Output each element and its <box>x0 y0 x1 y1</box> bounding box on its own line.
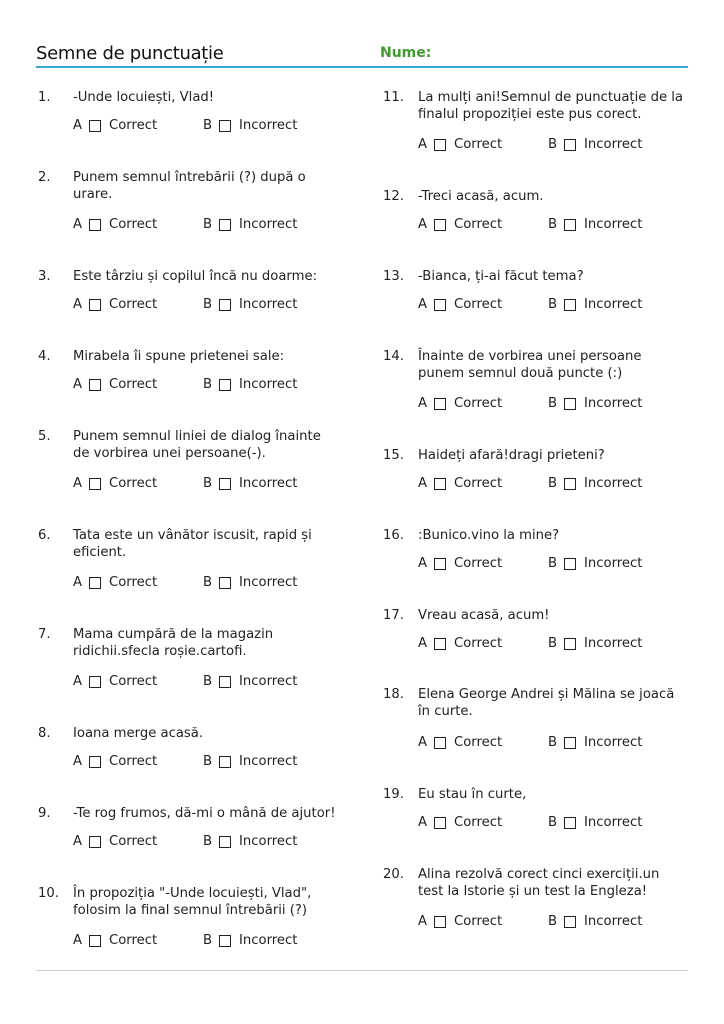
question-number: 1. <box>38 90 51 105</box>
question-text: Ioana merge acasă. <box>73 726 204 741</box>
checkbox-correct[interactable] <box>434 916 446 928</box>
option-incorrect[interactable] <box>203 377 297 392</box>
option-correct[interactable] <box>418 815 502 830</box>
option-label: Correct <box>454 476 503 491</box>
worksheet-header <box>36 40 688 68</box>
option-label: Incorrect <box>239 476 298 491</box>
checkbox-correct[interactable] <box>434 478 446 490</box>
option-letter: A <box>418 636 428 651</box>
option-incorrect[interactable] <box>548 556 642 571</box>
option-letter: B <box>203 674 213 689</box>
option-correct[interactable] <box>73 377 157 392</box>
checkbox-correct[interactable] <box>89 219 101 231</box>
option-letter: A <box>418 914 428 929</box>
option-letter: B <box>203 575 213 590</box>
question-number: 15. <box>383 448 404 463</box>
checkbox-correct[interactable] <box>434 558 446 570</box>
option-incorrect[interactable] <box>203 933 297 948</box>
checkbox-correct[interactable] <box>434 398 446 410</box>
option-correct[interactable] <box>418 636 502 651</box>
question-number: 5. <box>38 429 51 444</box>
option-label: Correct <box>454 297 503 312</box>
option-letter: B <box>203 217 213 232</box>
question-number: 12. <box>383 189 404 204</box>
option-letter: A <box>418 476 428 491</box>
option-incorrect[interactable] <box>203 834 297 849</box>
option-incorrect[interactable] <box>548 217 642 232</box>
question-text: -Treci acasă, acum. <box>418 189 544 204</box>
option-correct[interactable] <box>73 297 157 312</box>
option-label: Incorrect <box>584 297 643 312</box>
answer-options <box>418 735 678 755</box>
option-label: Incorrect <box>239 674 298 689</box>
question-text: Tata este un vânător iscusit, rapid și eficient. <box>73 528 312 560</box>
option-label: Incorrect <box>239 217 298 232</box>
checkbox-correct[interactable] <box>89 299 101 311</box>
checkbox-incorrect[interactable] <box>219 379 231 391</box>
question-number: 13. <box>383 269 404 284</box>
option-label: Correct <box>109 476 158 491</box>
answer-options <box>73 674 333 694</box>
answer-options <box>73 575 333 595</box>
checkbox-incorrect[interactable] <box>219 676 231 688</box>
option-correct[interactable] <box>73 476 157 491</box>
answer-options <box>73 476 333 496</box>
option-label: Correct <box>454 735 503 750</box>
checkbox-incorrect[interactable] <box>564 817 576 829</box>
option-letter: B <box>203 754 213 769</box>
question-number: 9. <box>38 806 51 821</box>
question-text: Vreau acasă, acum! <box>418 608 550 623</box>
option-letter: A <box>73 754 83 769</box>
option-label: Correct <box>109 674 158 689</box>
option-letter: B <box>203 118 213 133</box>
checkbox-correct[interactable] <box>434 638 446 650</box>
option-correct[interactable] <box>73 118 157 133</box>
checkbox-incorrect[interactable] <box>564 139 576 151</box>
checkbox-incorrect[interactable] <box>564 916 576 928</box>
option-incorrect[interactable] <box>548 815 642 830</box>
checkbox-incorrect[interactable] <box>564 558 576 570</box>
checkbox-incorrect[interactable] <box>564 737 576 749</box>
answer-options <box>73 377 333 397</box>
option-letter: A <box>418 815 428 830</box>
question-number: 10. <box>38 886 59 901</box>
option-label: Correct <box>109 297 158 312</box>
option-label: Correct <box>109 118 158 133</box>
checkbox-correct[interactable] <box>89 577 101 589</box>
option-letter: A <box>418 556 428 571</box>
option-correct[interactable] <box>73 834 157 849</box>
checkbox-incorrect[interactable] <box>219 120 231 132</box>
option-letter: A <box>73 933 83 948</box>
option-correct[interactable] <box>418 297 502 312</box>
footer-divider <box>36 970 688 971</box>
option-letter: B <box>548 297 558 312</box>
checkbox-correct[interactable] <box>434 299 446 311</box>
option-incorrect[interactable] <box>203 754 297 769</box>
checkbox-incorrect[interactable] <box>219 299 231 311</box>
option-correct[interactable] <box>418 914 502 929</box>
option-label: Incorrect <box>239 754 298 769</box>
option-label: Correct <box>454 815 503 830</box>
option-label: Correct <box>109 754 158 769</box>
option-incorrect[interactable] <box>548 636 642 651</box>
checkbox-incorrect[interactable] <box>564 478 576 490</box>
question-text: Punem semnul liniei de dialog înainte de vorbirea unei persoane(-). <box>73 429 321 461</box>
page-title: Semne de punctuație <box>36 43 224 64</box>
option-letter: B <box>548 137 558 152</box>
checkbox-correct[interactable] <box>89 676 101 688</box>
answer-options <box>418 815 678 835</box>
option-incorrect[interactable] <box>203 575 297 590</box>
answer-options <box>73 297 333 317</box>
checkbox-incorrect[interactable] <box>564 219 576 231</box>
checkbox-incorrect[interactable] <box>219 756 231 768</box>
option-letter: B <box>203 933 213 948</box>
option-letter: A <box>73 575 83 590</box>
option-letter: B <box>203 297 213 312</box>
option-label: Incorrect <box>584 914 643 929</box>
checkbox-incorrect[interactable] <box>219 577 231 589</box>
option-label: Incorrect <box>239 834 298 849</box>
checkbox-correct[interactable] <box>89 379 101 391</box>
option-correct[interactable] <box>418 556 502 571</box>
checkbox-incorrect[interactable] <box>219 219 231 231</box>
option-letter: B <box>548 476 558 491</box>
question-number: 7. <box>38 627 51 642</box>
answer-options <box>418 137 678 157</box>
option-incorrect[interactable] <box>548 137 642 152</box>
checkbox-incorrect[interactable] <box>219 836 231 848</box>
option-label: Incorrect <box>239 118 298 133</box>
question-text: :Bunico.vino la mine? <box>418 528 560 543</box>
option-label: Correct <box>109 933 158 948</box>
answer-options <box>73 118 333 138</box>
checkbox-correct[interactable] <box>434 737 446 749</box>
question-number: 16. <box>383 528 404 543</box>
option-label: Incorrect <box>584 396 643 411</box>
question-number: 2. <box>38 170 51 185</box>
option-correct[interactable] <box>73 754 157 769</box>
option-label: Correct <box>454 556 503 571</box>
option-label: Incorrect <box>584 735 643 750</box>
option-incorrect[interactable] <box>203 118 297 133</box>
checkbox-correct[interactable] <box>89 836 101 848</box>
option-label: Incorrect <box>584 137 643 152</box>
option-label: Incorrect <box>239 297 298 312</box>
checkbox-incorrect[interactable] <box>564 299 576 311</box>
answer-options <box>418 636 678 656</box>
option-letter: B <box>548 636 558 651</box>
question-text: În propoziția "-Unde locuiești, Vlad", folosim la final semnul întrebării (?) <box>73 886 312 918</box>
answer-options <box>73 933 333 953</box>
option-incorrect[interactable] <box>203 217 297 232</box>
checkbox-correct[interactable] <box>89 120 101 132</box>
option-label: Incorrect <box>239 575 298 590</box>
question-number: 17. <box>383 608 404 623</box>
option-incorrect[interactable] <box>548 476 642 491</box>
question-text: Înainte de vorbirea unei persoane punem semnul două puncte (:) <box>418 349 642 381</box>
option-label: Correct <box>454 137 503 152</box>
option-letter: A <box>73 476 83 491</box>
option-letter: B <box>203 476 213 491</box>
option-correct[interactable] <box>73 674 157 689</box>
checkbox-correct[interactable] <box>89 756 101 768</box>
option-correct[interactable] <box>73 933 157 948</box>
option-label: Incorrect <box>584 476 643 491</box>
answer-options <box>418 297 678 317</box>
option-incorrect[interactable] <box>203 674 297 689</box>
option-letter: B <box>548 914 558 929</box>
option-incorrect[interactable] <box>548 914 642 929</box>
option-letter: A <box>418 217 428 232</box>
question-text: Este târziu și copilul încă nu doarme: <box>73 269 318 284</box>
option-label: Correct <box>454 396 503 411</box>
option-letter: B <box>548 396 558 411</box>
question-number: 14. <box>383 349 404 364</box>
option-letter: B <box>548 217 558 232</box>
option-letter: A <box>418 297 428 312</box>
option-letter: A <box>418 735 428 750</box>
question-text: Alina rezolvă corect cinci exerciții.un test la Istorie și un test la Engleza! <box>418 867 660 899</box>
option-label: Incorrect <box>584 636 643 651</box>
question-text: Haideți afară!dragi prieteni? <box>418 448 605 463</box>
answer-options <box>73 834 333 854</box>
option-letter: A <box>73 377 83 392</box>
option-correct[interactable] <box>418 217 502 232</box>
question-text: Eu stau în curte, <box>418 787 527 802</box>
option-letter: A <box>73 217 83 232</box>
option-incorrect[interactable] <box>548 396 642 411</box>
checkbox-correct[interactable] <box>89 478 101 490</box>
option-correct[interactable] <box>418 396 502 411</box>
answer-options <box>73 217 333 237</box>
option-letter: B <box>548 556 558 571</box>
checkbox-incorrect[interactable] <box>219 478 231 490</box>
checkbox-correct[interactable] <box>89 935 101 947</box>
answer-options <box>418 556 678 576</box>
question-number: 4. <box>38 349 51 364</box>
question-number: 11. <box>383 90 404 105</box>
checkbox-correct[interactable] <box>434 139 446 151</box>
question-text: Punem semnul întrebării (?) după o urare. <box>73 170 306 202</box>
option-label: Incorrect <box>584 217 643 232</box>
question-text: Mirabela îi spune prietenei sale: <box>73 349 285 364</box>
option-incorrect[interactable] <box>548 735 642 750</box>
option-label: Correct <box>454 217 503 232</box>
option-letter: B <box>548 735 558 750</box>
option-correct[interactable] <box>418 735 502 750</box>
option-correct[interactable] <box>73 575 157 590</box>
answer-options <box>418 396 678 416</box>
option-incorrect[interactable] <box>548 297 642 312</box>
option-letter: A <box>418 396 428 411</box>
question-text: -Unde locuiești, Vlad! <box>73 90 215 105</box>
question-number: 19. <box>383 787 404 802</box>
option-correct[interactable] <box>73 217 157 232</box>
checkbox-incorrect[interactable] <box>564 398 576 410</box>
option-letter: B <box>548 815 558 830</box>
answer-options <box>418 914 678 934</box>
option-letter: B <box>203 834 213 849</box>
option-letter: A <box>73 118 83 133</box>
option-letter: A <box>73 297 83 312</box>
option-label: Correct <box>454 914 503 929</box>
question-text: -Bianca, ți-ai făcut tema? <box>418 269 584 284</box>
question-number: 8. <box>38 726 51 741</box>
option-label: Correct <box>109 377 158 392</box>
option-correct[interactable] <box>418 476 502 491</box>
option-letter: B <box>203 377 213 392</box>
question-text: Elena George Andrei și Mălina se joacă în curte. <box>418 687 675 719</box>
checkbox-incorrect[interactable] <box>564 638 576 650</box>
name-label: Nume: <box>380 45 432 61</box>
option-label: Incorrect <box>584 556 643 571</box>
answer-options <box>418 476 678 496</box>
option-label: Incorrect <box>239 933 298 948</box>
option-label: Incorrect <box>239 377 298 392</box>
question-number: 20. <box>383 867 404 882</box>
checkbox-incorrect[interactable] <box>219 935 231 947</box>
option-label: Incorrect <box>584 815 643 830</box>
answer-options <box>73 754 333 774</box>
option-label: Correct <box>454 636 503 651</box>
checkbox-correct[interactable] <box>434 817 446 829</box>
option-incorrect[interactable] <box>203 297 297 312</box>
option-incorrect[interactable] <box>203 476 297 491</box>
question-number: 6. <box>38 528 51 543</box>
answer-options <box>418 217 678 237</box>
question-number: 18. <box>383 687 404 702</box>
question-text: Mama cumpără de la magazin ridichii.sfecla roșie.cartofi. <box>73 627 274 659</box>
option-label: Correct <box>109 575 158 590</box>
question-number: 3. <box>38 269 51 284</box>
option-letter: A <box>73 834 83 849</box>
question-text: La mulți ani!Semnul de punctuație de la finalul propoziției este pus corect. <box>418 90 683 122</box>
header-divider <box>36 66 688 68</box>
option-label: Correct <box>109 217 158 232</box>
checkbox-correct[interactable] <box>434 219 446 231</box>
option-letter: A <box>418 137 428 152</box>
option-correct[interactable] <box>418 137 502 152</box>
question-text: -Te rog frumos, dă-mi o mână de ajutor! <box>73 806 336 821</box>
option-letter: A <box>73 674 83 689</box>
option-label: Correct <box>109 834 158 849</box>
